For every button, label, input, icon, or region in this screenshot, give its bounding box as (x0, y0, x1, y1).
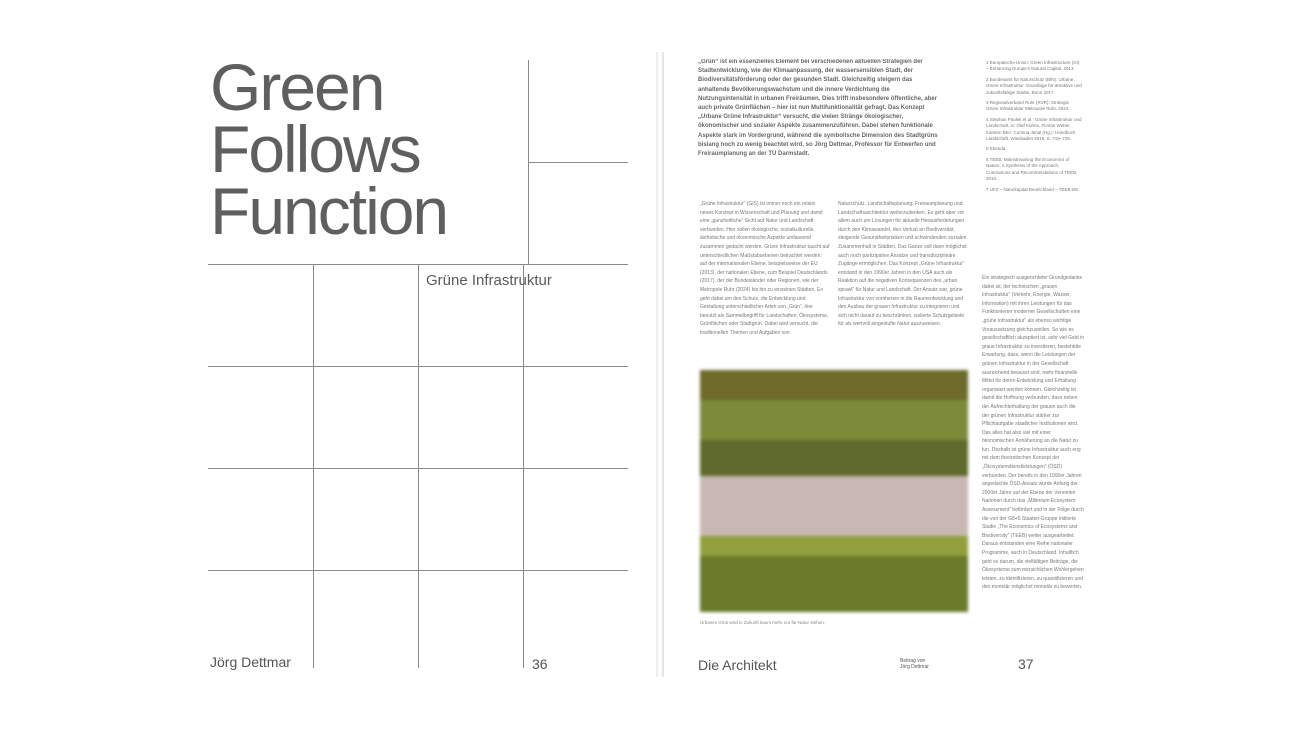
byline (900, 658, 950, 670)
grid-line (523, 264, 524, 668)
photo-band (700, 536, 968, 556)
title-line: Follows (210, 112, 420, 186)
article-title (210, 50, 448, 248)
footnote: 4 Stephan Pauleit et al.: Grüne Infrastruktur und Landschaft, in: Olaf Kühne, Florian Weber, Karsten Berr, Corinna Jenal (Hg.): Handbuch Landschaft, Wiesbaden 2019, S. 719–728. (986, 116, 1082, 142)
byline-label: Beitrag von (900, 658, 926, 664)
page-number-left: 36 (532, 656, 548, 672)
byline-author: Jörg Dettmar (900, 664, 929, 670)
photo-band (700, 556, 968, 612)
body-column-3: Ein strategisch ausgerichteter Grundgedanke dabei ist, der technischen „grauen Infrastruktur“ (Verkehr, Energie, Wasser, Information) mit ihren Leistungen für das Funktionieren moderner Gesellschaften eine „grüne Infrastruktur“ als ebenso wichtige Voraussetzung gleichzustellen. So wie es gesellschaftlich akzeptiert ist, sehr viel Geld in graue Infrastruktur zu investieren, bestehtdie Erwartung, dass, wenn die Leistungen der grünen Infrastruktur in der Gesellschaft ausreichend bewusst sind, mehr finanzielle Mittel für deren Entwicklung und Erhaltung organisiert werden können. Gleichzeitig ist damit die Hoffnung verbunden, dass neben der Aufrechterhaltung der grauen auch die der grünen Infrastruktur stärker zur Pflichtaufgabe staatlicher Institutionen wird. Das alles hat also viel mit einer ökonomischen Annäherung an die Natur zu tun. Deshalb ist grüne Infrastruktur auch eng mit dem theoretischen Konzept der „Ökosystemdienstleistungen“ (ÖSD) verbunden. Der bereits in den 1990er Jahren angedachte ÖSD-Ansatz wurde Anfang der 2000er Jahre auf der Ebene der Vereinten Nationen durch das „Millenium Ecosystem Assessment“ befördert und in der Folge durch die von der G8+5 Staaten-Gruppe initiierte Studie „The Economics of Ecosystems and Biodiversity“ (TEEB) weiter ausgearbeitet. Daraus entstanden eine Reihe nationaler Programme, auch in Deutschland. Inhaltlich geht es darum, die vielfältigen Beiträge, die Ökosysteme zum menschlichen Wohlergehen leisten, zu identifizieren, zu quantifizieren und den monetär möglichst monetär zu bewerten. (982, 275, 1084, 591)
footnote: 7 UFZ – Naturkapital Deutschland – TEEB-DE. (986, 186, 1080, 192)
photo-caption: Urbanes Grün wird in Zukunft kaum mehr nur für Natur stehen. (700, 620, 826, 625)
body-column-1: „Grüne Infrastruktur“ (GIS) ist immer noch ein relativ neues Konzept in Wissenschaft und Planung und damit eine „ganzheitliche“ Sicht auf Natur und Landschaft verbunden. Hier sollen ökologische, sozialkulturelle, ästhetische und ökonomische Aspekte umfassend zusammen gedacht werden. Grüne Infrastruktur taucht auf unterschiedlichen Maßstabsebenen betrachtet werden: auf der internationalen Ebene, beispielsweise der EU (2013), der nationalen Ebene, zum Beispiel Deutschlands (2017), der der Bundesländer oder Regionen, wie der Metropole Ruhr (2024) bis hin zu einzelnen Städten. Es geht dabei um den Schutz, die Entwicklung und Gestaltung unterschiedlicher Arten von „Grün“, hier benutzt als Sammelbegriff für Landschaften, Ökosysteme, Grünflächen oder Stadtgrün. Dabei wird versucht, die traditionellen Themen und Aufgaben von (700, 201, 830, 336)
left-page (204, 52, 656, 677)
title-line: Function (210, 174, 448, 248)
footnote: 1 Europäische Union: Green Infrastructure (GI) – Enhancing Europe’s Natural Capital, 2013. (986, 60, 1080, 72)
author-name: Jörg Dettmar (210, 654, 291, 670)
aerial-photo (700, 370, 968, 612)
magazine-name: Die Architekt (698, 657, 777, 673)
photo-band (700, 370, 968, 400)
photo-band (700, 476, 968, 536)
page-number-right: 37 (1018, 656, 1034, 672)
footnote: 6 TEEB: Mainstreaming the Economics of Nature. A Synthesis of the Approach, Conclusions and Recommendations of TEEB, 2010. (986, 156, 1078, 182)
body-column-2: Naturschutz, Landschaftsplanung, Freiraumplanung und Landschaftsarchitektur weiterzudenken. Es geht aber vor allem auch um Lösungen für aktuelle Herausforderungen durch den Klimawandel, den Verlust an Biodiversität, steigende Gesundheitsrisiken und schwindenden sozialen Zusammenhalt in Städten. Das Ganze soll dann möglichst auch noch partizipative Ansätze und transdisziplinäre Zugänge ermöglichen. Das Konzept „Grüne Infrastruktur“ entstand in den 1990er Jahren in den USA auch als Reaktion auf die negativen Konsequenzen des „urban sprawl“ für Natur und Landschaft. Der Ansatz war, grüne Infrastruktur von vornherein in die Raumentwicklung und den Ausbau der grauen Infrastruktur zu integrieren und sich nicht darauf zu beschränken, isolierte Schutzgebiete für als wertvoll eingestufte Natur auszuweisen. (838, 201, 967, 328)
right-page (664, 52, 1094, 677)
footnotes (986, 60, 1082, 197)
grid-line (418, 264, 419, 668)
title-line: Green (210, 50, 384, 124)
spine-gutter (656, 52, 664, 677)
lead-paragraph: „Grün“ ist ein essenzielles Element bei verschiedenen aktuellen Strategien der Stadtentwicklung, wie der Klimaanpassung, der wassersensiblen Stadt, der Biodiversitätsförderung oder der gesunden Stadt. Gleichzeitig steigern das anhaltende Bevölkerungswachstum und die innere Verdichtung die Nutzungsintensität in urbanen Freiräumen. Dies trifft insbesondere öffentliche, aber auch private Grünflächen – hier ist nun Multifunktionalität gefragt. Das Konzept „Urbane Grüne Infrastruktur“ versucht, die vielen Stränge ökologischer, ökonomischer und sozialer Aspekte zusammenzuführen. Dabei stehen funktionale Aspekte stark im Vordergrund, während die symbolische Dimension des Stadtgrüns bislang noch zu wenig beachtet wird, so Jörg Dettmar, Professor für Entwerfen und Freiraumplanung an der TU Darmstadt. (698, 59, 938, 158)
footnote: 3 Regionalverband Ruhr (RVR): Strategie Grüne Infrastruktur Metropole Ruhr, 2024. (986, 100, 1070, 112)
grid-line (528, 162, 628, 163)
article-subtitle: Grüne Infrastruktur (426, 272, 552, 289)
photo-band (700, 440, 968, 476)
footnote: 5 Ebenda. (986, 146, 1007, 152)
grid-line (313, 264, 314, 668)
footnote: 2 Bundesamt für Naturschutz (BfN): Urbane Grüne Infrastruktur. Grundlage für attraktive und zukunftsfähige Städte, Bonn 2017. (986, 76, 1082, 95)
photo-band (700, 400, 968, 440)
